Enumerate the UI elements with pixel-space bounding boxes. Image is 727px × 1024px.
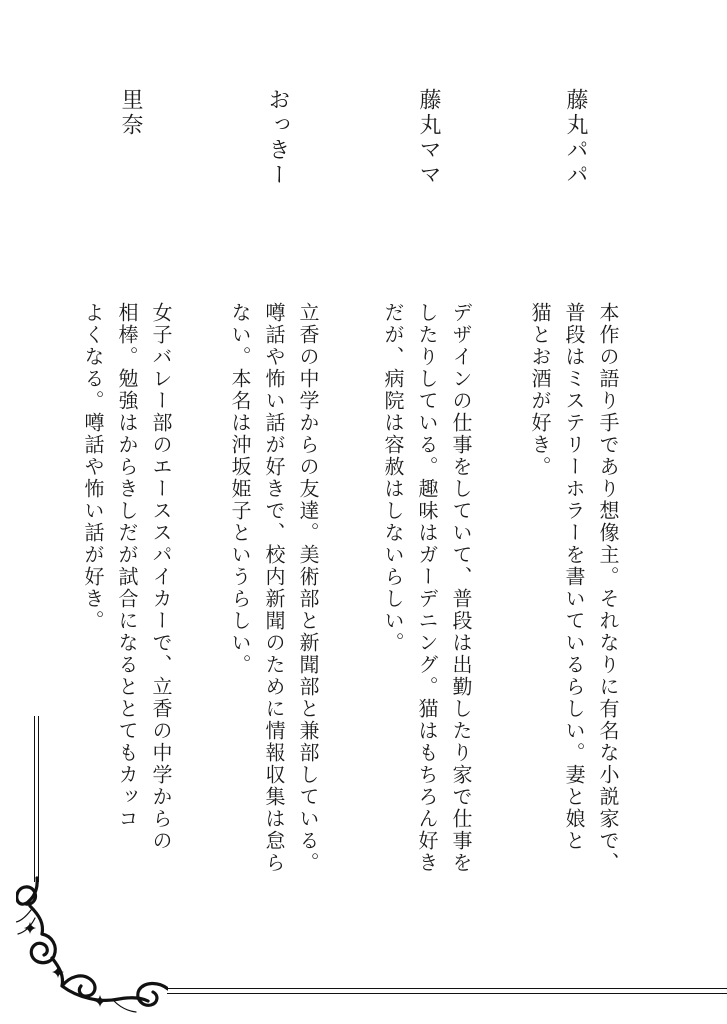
character-description <box>223 302 325 874</box>
description-line: デザインの仕事をしていて、普段は出勤したり家で仕事を <box>449 302 473 874</box>
description-line: 立香の中学からの友達。美術部と新聞部と兼部している。 <box>296 302 320 874</box>
bottom-double-border-line <box>167 988 727 994</box>
description-line: 猫とお酒が好き。 <box>528 302 552 478</box>
description-line: 女子バレー部のエーススパイカーで、立香の中学からの <box>149 302 173 852</box>
character-name: 藤丸ママ <box>416 88 441 188</box>
character-description <box>376 302 478 874</box>
description-line: 本作の語り手であり想像主。それなりに有名な小説家で、 <box>596 302 620 874</box>
character-name: おっきー <box>265 88 290 188</box>
description-line: だが、病院は容赦はしないらしい。 <box>381 302 405 654</box>
character-name: 藤丸パパ <box>563 88 588 188</box>
character-name: 里奈 <box>118 88 143 138</box>
description-line: ない。本名は沖坂姫子というらしい。 <box>228 302 252 676</box>
left-double-border-line <box>34 716 39 882</box>
description-line: よくなる。噂話や怖い話が好き。 <box>81 302 105 632</box>
description-line: 普段はミステリーホラーを書いているらしい。妻と娘と <box>562 302 586 852</box>
description-line: 相棒。勉強はからきしだが試合になるととてもカッコ <box>115 302 139 830</box>
description-line: したりしている。趣味はガーデニング。猫はもちろん好き <box>415 302 439 874</box>
character-description <box>76 302 178 852</box>
corner-flourish-ornament <box>16 876 168 1016</box>
character-description <box>523 302 625 874</box>
description-line: 噂話や怖い話が好きで、校内新聞のために情報収集は怠ら <box>262 302 286 874</box>
